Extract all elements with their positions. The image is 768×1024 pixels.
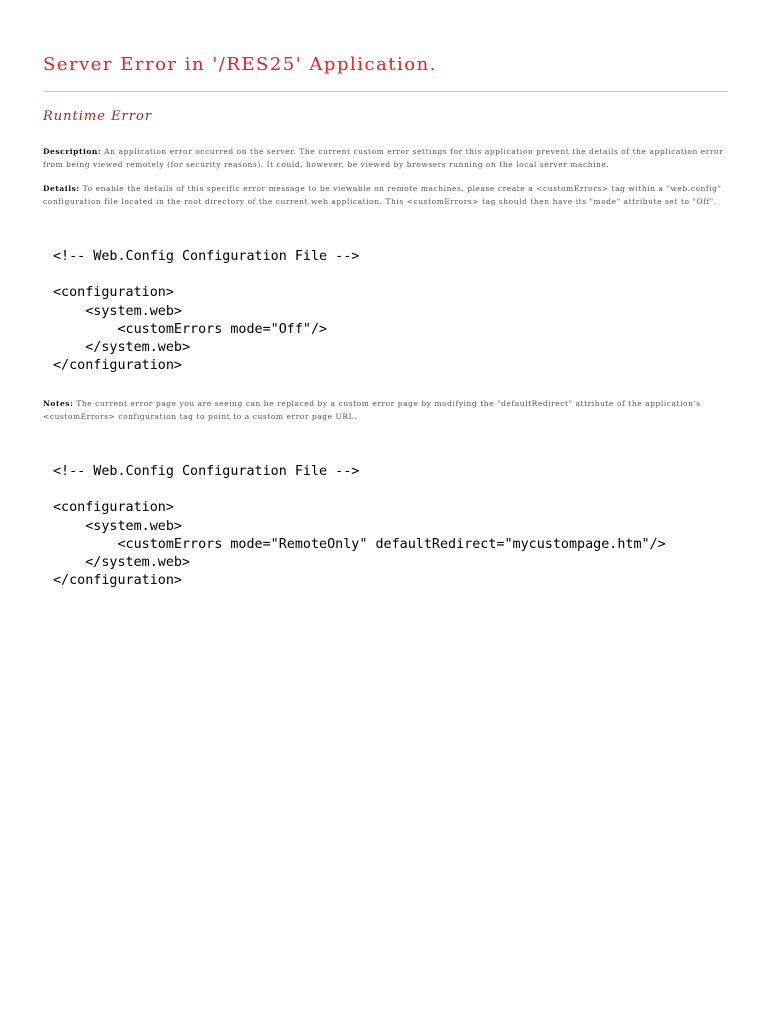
details-paragraph [43,182,728,208]
title-divider [43,91,728,92]
error-subtitle: Runtime Error [43,109,153,124]
notes-label: Notes: [43,399,74,408]
details-text: To enable the details of this specific error message to be viewable on remote machines, please create a <customErrors> tag within a "web.config" configuration file located in the root directory of the current web application. This <customErrors> tag should then have its "mode" attribute set to "Off". [43,184,722,206]
description-paragraph [43,145,728,171]
description-label: Description: [43,147,102,156]
config-code-block-off: <!-- Web.Config Configuration File --> <configuration> <system.web> <customErrors mode="Off"/> </system.web> </configuration> [53,249,360,374]
description-text: An application error occurred on the server. The current custom error settings for this application prevent the details of the application error from being viewed remotely (for security reasons). It could, however, be viewed by browsers running on the local server machine. [43,147,724,169]
notes-paragraph [43,397,728,423]
details-label: Details: [43,184,80,193]
config-code-block-remote-only: <!-- Web.Config Configuration File --> <configuration> <system.web> <customErrors mode="RemoteOnly" defaultRedirect="mycustompage.htm"/> </system.web> </configuration> [53,464,666,589]
page-title: Server Error in '/RES25' Application. [43,54,437,75]
notes-text: The current error page you are seeing can be replaced by a custom error page by modifying the "defaultRedirect" attribute of the application's <customErrors> configuration tag to point to a custom error page URL. [43,399,701,421]
